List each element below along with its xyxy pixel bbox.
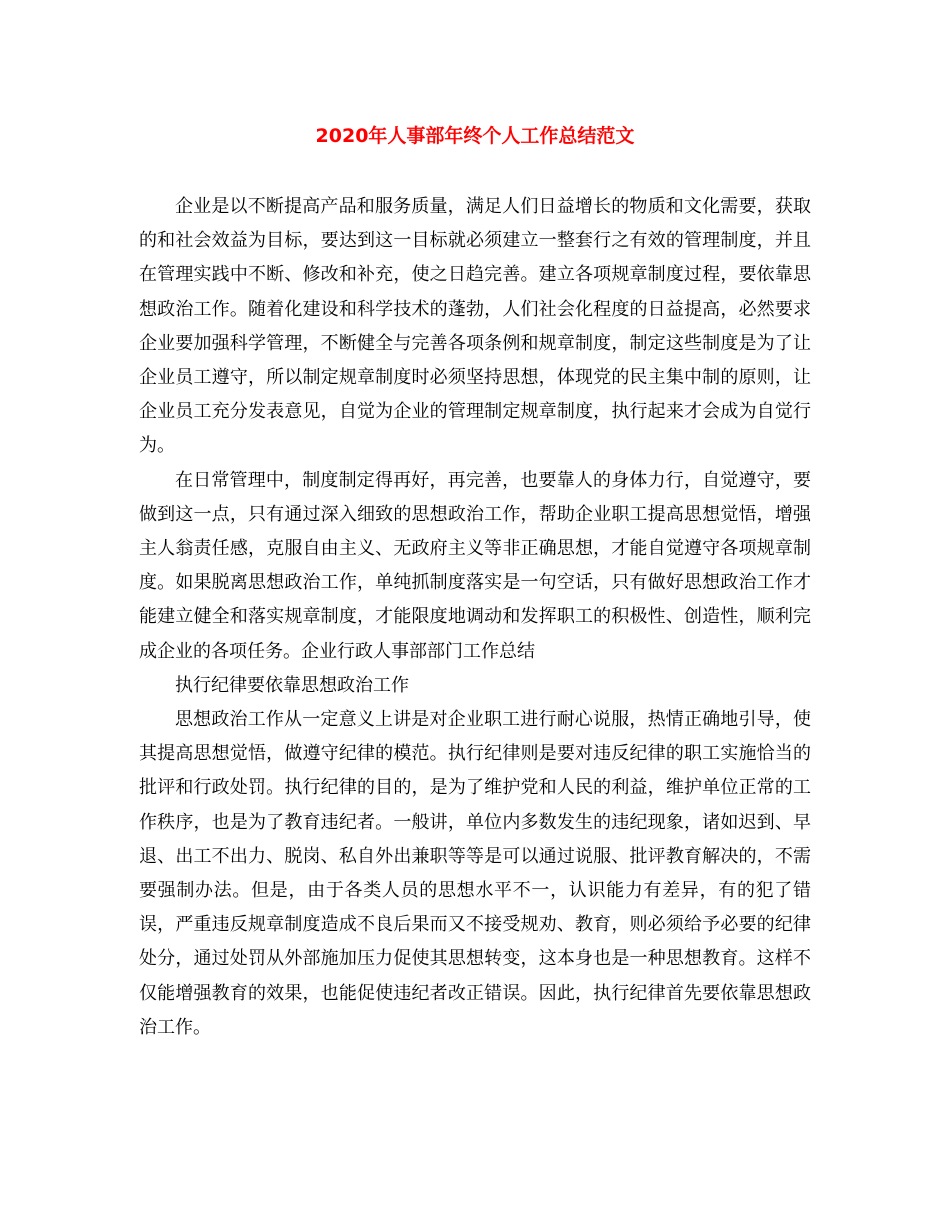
paragraph-3: 思想政治工作从一定意义上讲是对企业职工进行耐心说服，热情正确地引导，使其提高思想觉悟，做遵守纪律的模范。执行纪律则是要对违反纪律的职工实施恰当的批评和行政处罚。执行纪律的目的，是为了维护党和人民的利益，维护单位正常的工作秩序，也是为了教育违纪者。一般讲，单位内多数发生的违纪现象，诸如迟到、早退、出工不出力、脱岗、私自外出兼职等等是可以通过说服、批评教育解决的，不需要强制办法。但是，由于各类人员的思想水平不一，认识能力有差异，有的犯了错误，严重违反规章制度造成不良后果而又不接受规劝、教育，则必须给予必要的纪律处分，通过处罚从外部施加压力促使其思想转变，这本身也是一种思想教育。这样不仅能增强教育的效果，也能促使违纪者改正错误。因此，执行纪律首先要依靠思想政治工作。: [139, 709, 811, 1038]
section-heading: 执行纪律要依靠思想政治工作: [175, 674, 409, 696]
document-body: [139, 190, 811, 1045]
paragraph-1: 企业是以不断提高产品和服务质量，满足人们日益增长的物质和文化需要，获取的和社会效益为目标，要达到这一目标就必须建立一整套行之有效的管理制度，并且在管理实践中不断、修改和补充，使之日趋完善。建立各项规章制度过程，要依靠思想政治工作。随着化建设和科学技术的蓬勃，人们社会化程度的日益提高，必然要求企业要加强科学管理，不断健全与完善各项条例和规章制度，制定这些制度是为了让企业员工遵守，所以制定规章制度时必须坚持思想，体现党的民主集中制的原则，让企业员工充分发表意见，自觉为企业的管理制定规章制度，执行起来才会成为自觉行为。: [139, 196, 811, 457]
document-title: 2020年人事部年终个人工作总结范文: [315, 125, 635, 147]
paragraph-2: 在日常管理中，制度制定得再好，再完善，也要靠人的身体力行，自觉遵守，要做到这一点，只有通过深入细致的思想政治工作，帮助企业职工提高思想觉悟，增强主人翁责任感，克服自由主义、无政府主义等非正确思想，才能自觉遵守各项规章制度。如果脱离思想政治工作，单纯抓制度落实是一句空话，只有做好思想政治工作才能建立健全和落实规章制度，才能限度地调动和发挥职工的积极性、创造性，顺利完成企业的各项任务。企业行政人事部部门工作总结: [139, 469, 811, 662]
